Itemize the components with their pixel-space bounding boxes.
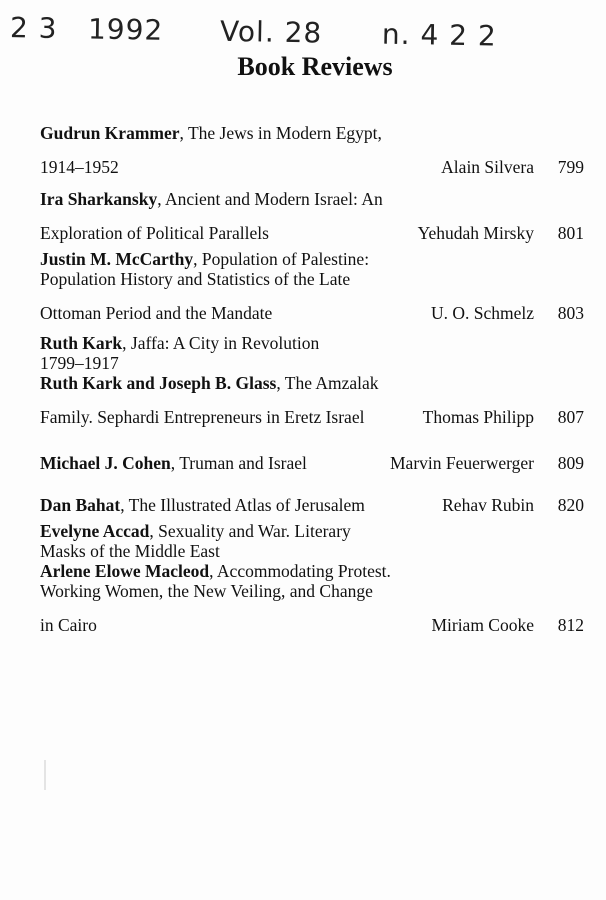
- book-title-text: , Sexuality and War. Literary: [149, 521, 351, 541]
- review-line: [40, 581, 588, 601]
- review-line: [40, 521, 588, 541]
- review-line: [40, 453, 307, 473]
- reviewer-name: Miriam Cooke: [431, 615, 534, 635]
- page-number: 799: [557, 157, 584, 177]
- book-title-text: Masks of the Middle East: [40, 541, 220, 561]
- author-name: Ruth Kark and Joseph B. Glass: [40, 373, 277, 393]
- review-line: [40, 333, 588, 353]
- book-title-text: 1799–1917: [40, 353, 119, 373]
- review-line: [40, 249, 588, 269]
- book-title-text: , Jaffa: A City in Revolution: [122, 333, 320, 353]
- review-line: [40, 495, 365, 515]
- handwritten-note-part: Vol. 28: [219, 14, 323, 50]
- book-title-text: Working Women, the New Veiling, and Change: [40, 581, 373, 601]
- author-name: Ira Sharkansky: [40, 189, 158, 209]
- review-entry: [40, 521, 588, 635]
- author-name: Ruth Kark: [40, 333, 123, 353]
- book-title-text: , The Illustrated Atlas of Jerusalem: [120, 495, 365, 515]
- scan-mark: [44, 760, 46, 790]
- review-line: [40, 373, 588, 393]
- page-number: 807: [557, 407, 584, 427]
- page-number: 801: [557, 223, 584, 243]
- book-title-text: , Ancient and Modern Israel: An: [157, 189, 383, 209]
- review-line: [40, 189, 588, 209]
- author-name: Evelyne Accad: [40, 521, 150, 541]
- book-title-text: 1914–1952: [40, 157, 119, 177]
- review-line: [40, 303, 272, 323]
- review-line: [40, 223, 269, 243]
- book-title-text: , Truman and Israel: [170, 453, 307, 473]
- review-line: [40, 541, 588, 561]
- book-title-text: , Accommodating Protest.: [209, 561, 391, 581]
- review-line: [40, 615, 97, 635]
- book-title-text: , The Amzalak: [276, 373, 379, 393]
- reviewer-name: Alain Silvera: [441, 157, 534, 177]
- page-title: Book Reviews: [237, 52, 393, 81]
- author-name: Michael J. Cohen: [40, 453, 171, 473]
- book-title-text: , Population of Palestine:: [193, 249, 370, 269]
- reviewer-name: Rehav Rubin: [442, 495, 534, 515]
- book-title-text: Family. Sephardi Entrepreneurs in Eretz Israel: [40, 407, 365, 427]
- reviewer-name: Thomas Philipp: [422, 407, 534, 427]
- author-name: Arlene Elowe Macleod: [40, 561, 210, 581]
- book-title-text: in Cairo: [40, 615, 97, 635]
- book-title-text: , The Jews in Modern Egypt,: [179, 123, 382, 143]
- reviewer-name: Yehudah Mirsky: [417, 223, 534, 243]
- page-number: 809: [557, 453, 584, 473]
- reviewer-name: Marvin Feuerwerger: [390, 453, 534, 473]
- page-number: 820: [557, 495, 584, 515]
- reviewer-name: U. O. Schmelz: [430, 303, 534, 323]
- review-line: [40, 269, 588, 289]
- book-title-text: Exploration of Political Parallels: [40, 223, 269, 243]
- review-line: [40, 157, 119, 177]
- handwritten-note-part: n. 4 2 2: [381, 17, 498, 53]
- author-name: Gudrun Krammer: [40, 123, 180, 143]
- review-entry: [40, 249, 588, 323]
- author-name: Justin M. McCarthy: [40, 249, 194, 269]
- page-number: 803: [557, 303, 584, 323]
- page-number: 812: [557, 615, 584, 635]
- review-entry: [40, 333, 588, 427]
- book-title-text: Population History and Statistics of the Late: [40, 269, 351, 289]
- review-line: [40, 123, 588, 143]
- review-entry: [40, 123, 588, 177]
- review-entry: [40, 189, 588, 243]
- handwritten-note-part: 1992: [87, 12, 164, 47]
- review-line: [40, 561, 588, 581]
- handwritten-note-part: 2 3: [9, 11, 58, 45]
- review-line: [40, 407, 364, 427]
- author-name: Dan Bahat: [40, 495, 121, 515]
- book-title-text: Ottoman Period and the Mandate: [40, 303, 273, 323]
- review-line: [40, 353, 588, 373]
